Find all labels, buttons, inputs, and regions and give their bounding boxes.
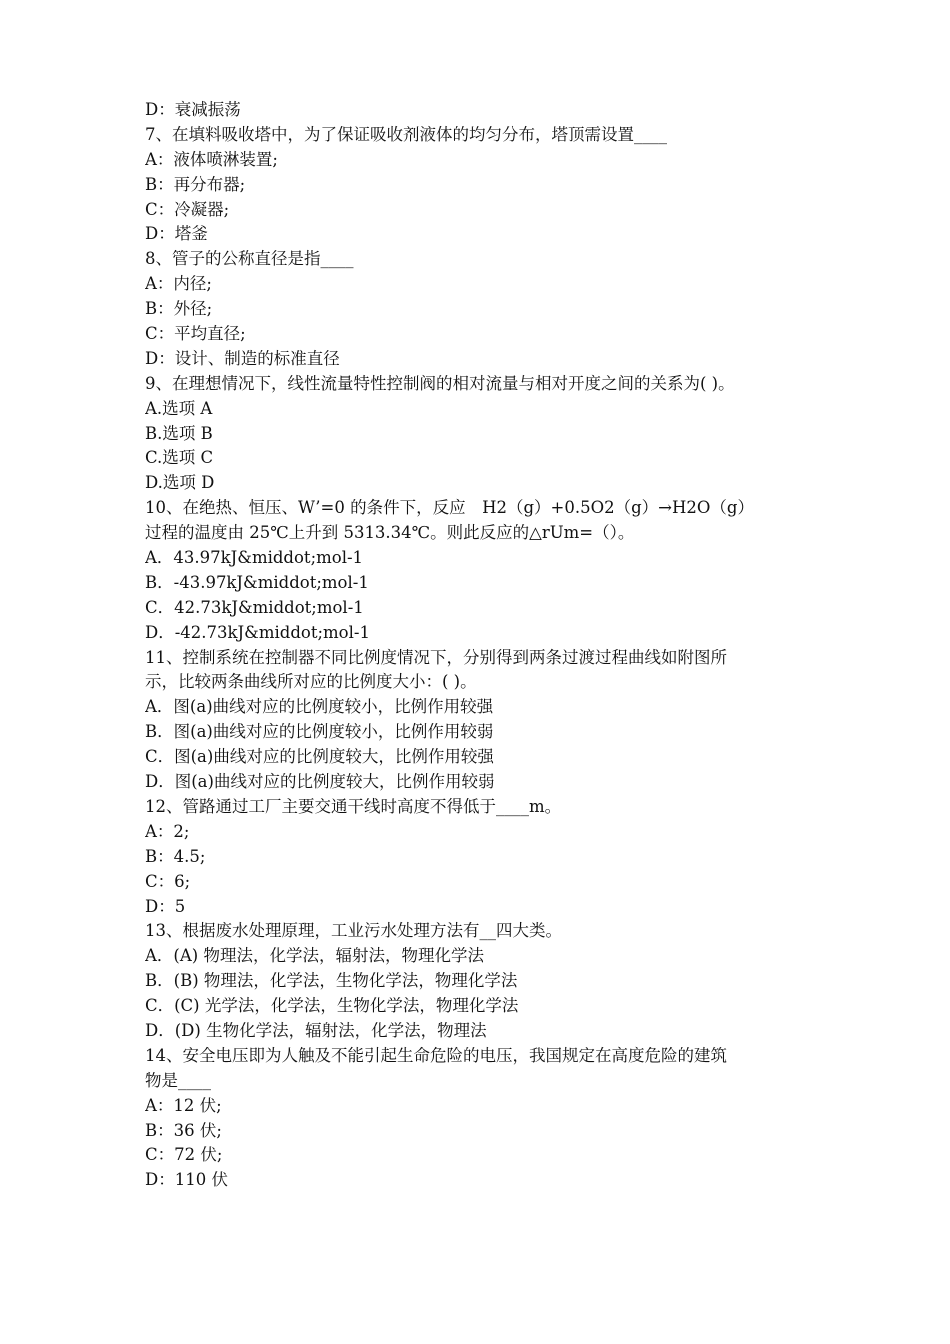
option-line: D：110 伏 xyxy=(145,1170,228,1190)
option-line: C．图(a)曲线对应的比例度较大，比例作用较强 xyxy=(145,747,494,767)
option-line: A：2; xyxy=(145,821,190,841)
option-line: D．-42.73kJ&middot;mol-1 xyxy=(145,622,370,642)
option-line: B．-43.97kJ&middot;mol-1 xyxy=(145,572,369,592)
option-line: A．(A) 物理法，化学法，辐射法，物理化学法 xyxy=(145,946,484,966)
question-line: 10、在绝热、恒压、W’=0 的条件下，反应 H2（g）+0.5O2（g）→H2O（g） xyxy=(145,498,754,518)
question-line: 8、管子的公称直径是指____ xyxy=(145,249,354,269)
option-line: C：72 伏; xyxy=(145,1145,223,1165)
option-line: C．(C) 光学法，化学法，生物化学法，物理化学法 xyxy=(145,996,519,1016)
option-line: A．43.97kJ&middot;mol-1 xyxy=(145,548,364,568)
option-line: A：12 伏; xyxy=(145,1095,222,1115)
option-line: D：衰减振荡 xyxy=(145,100,241,119)
option-line: B：4.5; xyxy=(145,846,206,866)
option-line: C：平均直径; xyxy=(145,324,246,344)
option-line: A：液体喷淋装置; xyxy=(145,149,278,169)
option-line: A.选项 A xyxy=(145,398,213,418)
option-line: D．(D) 生物化学法，辐射法，化学法，物理法 xyxy=(145,1020,487,1040)
question-line: 9、在理想情况下，线性流量特性控制阀的相对流量与相对开度之间的关系为( )。 xyxy=(145,373,735,393)
option-line: D：5 xyxy=(145,896,186,916)
option-line: D．图(a)曲线对应的比例度较大，比例作用较弱 xyxy=(145,772,495,792)
option-line: B．图(a)曲线对应的比例度较小，比例作用较弱 xyxy=(145,722,494,742)
question-line: 7、在填料吸收塔中，为了保证吸收剂液体的均匀分布，塔顶需设置____ xyxy=(145,124,667,144)
question-line: 14、安全电压即为人触及不能引起生命危险的电压，我国规定在高度危险的建筑 xyxy=(145,1045,727,1065)
document-body xyxy=(145,98,815,1193)
option-line: B.选项 B xyxy=(145,423,213,443)
option-line: D：塔釜 xyxy=(145,224,208,244)
question-line: 11、控制系统在控制器不同比例度情况下，分别得到两条过渡过程曲线如附图所 xyxy=(145,647,727,667)
question-line: 13、根据废水处理原理，工业污水处理方法有__四大类。 xyxy=(145,921,562,941)
option-line: D.选项 D xyxy=(145,473,215,493)
option-line: C：冷凝器; xyxy=(145,199,230,219)
question-line-continued: 物是____ xyxy=(145,1070,211,1090)
question-line-continued: 过程的温度由 25℃上升到 5313.34℃。则此反应的△rUm=（）。 xyxy=(145,523,635,543)
option-line: A．图(a)曲线对应的比例度较小，比例作用较强 xyxy=(145,697,494,717)
option-line: D：设计、制造的标准直径 xyxy=(145,348,340,368)
question-line: 12、管路通过工厂主要交通干线时高度不得低于____m。 xyxy=(145,796,562,816)
option-line: C：6; xyxy=(145,871,191,891)
option-line: B．(B) 物理法，化学法，生物化学法，物理化学法 xyxy=(145,971,518,991)
option-line: B：再分布器; xyxy=(145,174,246,194)
option-line: B：外径; xyxy=(145,299,213,319)
question-line-continued: 示，比较两条曲线所对应的比例度大小：( )。 xyxy=(145,672,477,692)
option-line: B：36 伏; xyxy=(145,1120,222,1140)
option-line: A：内径; xyxy=(145,274,212,294)
option-line: C．42.73kJ&middot;mol-1 xyxy=(145,597,364,617)
option-line: C.选项 C xyxy=(145,448,214,468)
